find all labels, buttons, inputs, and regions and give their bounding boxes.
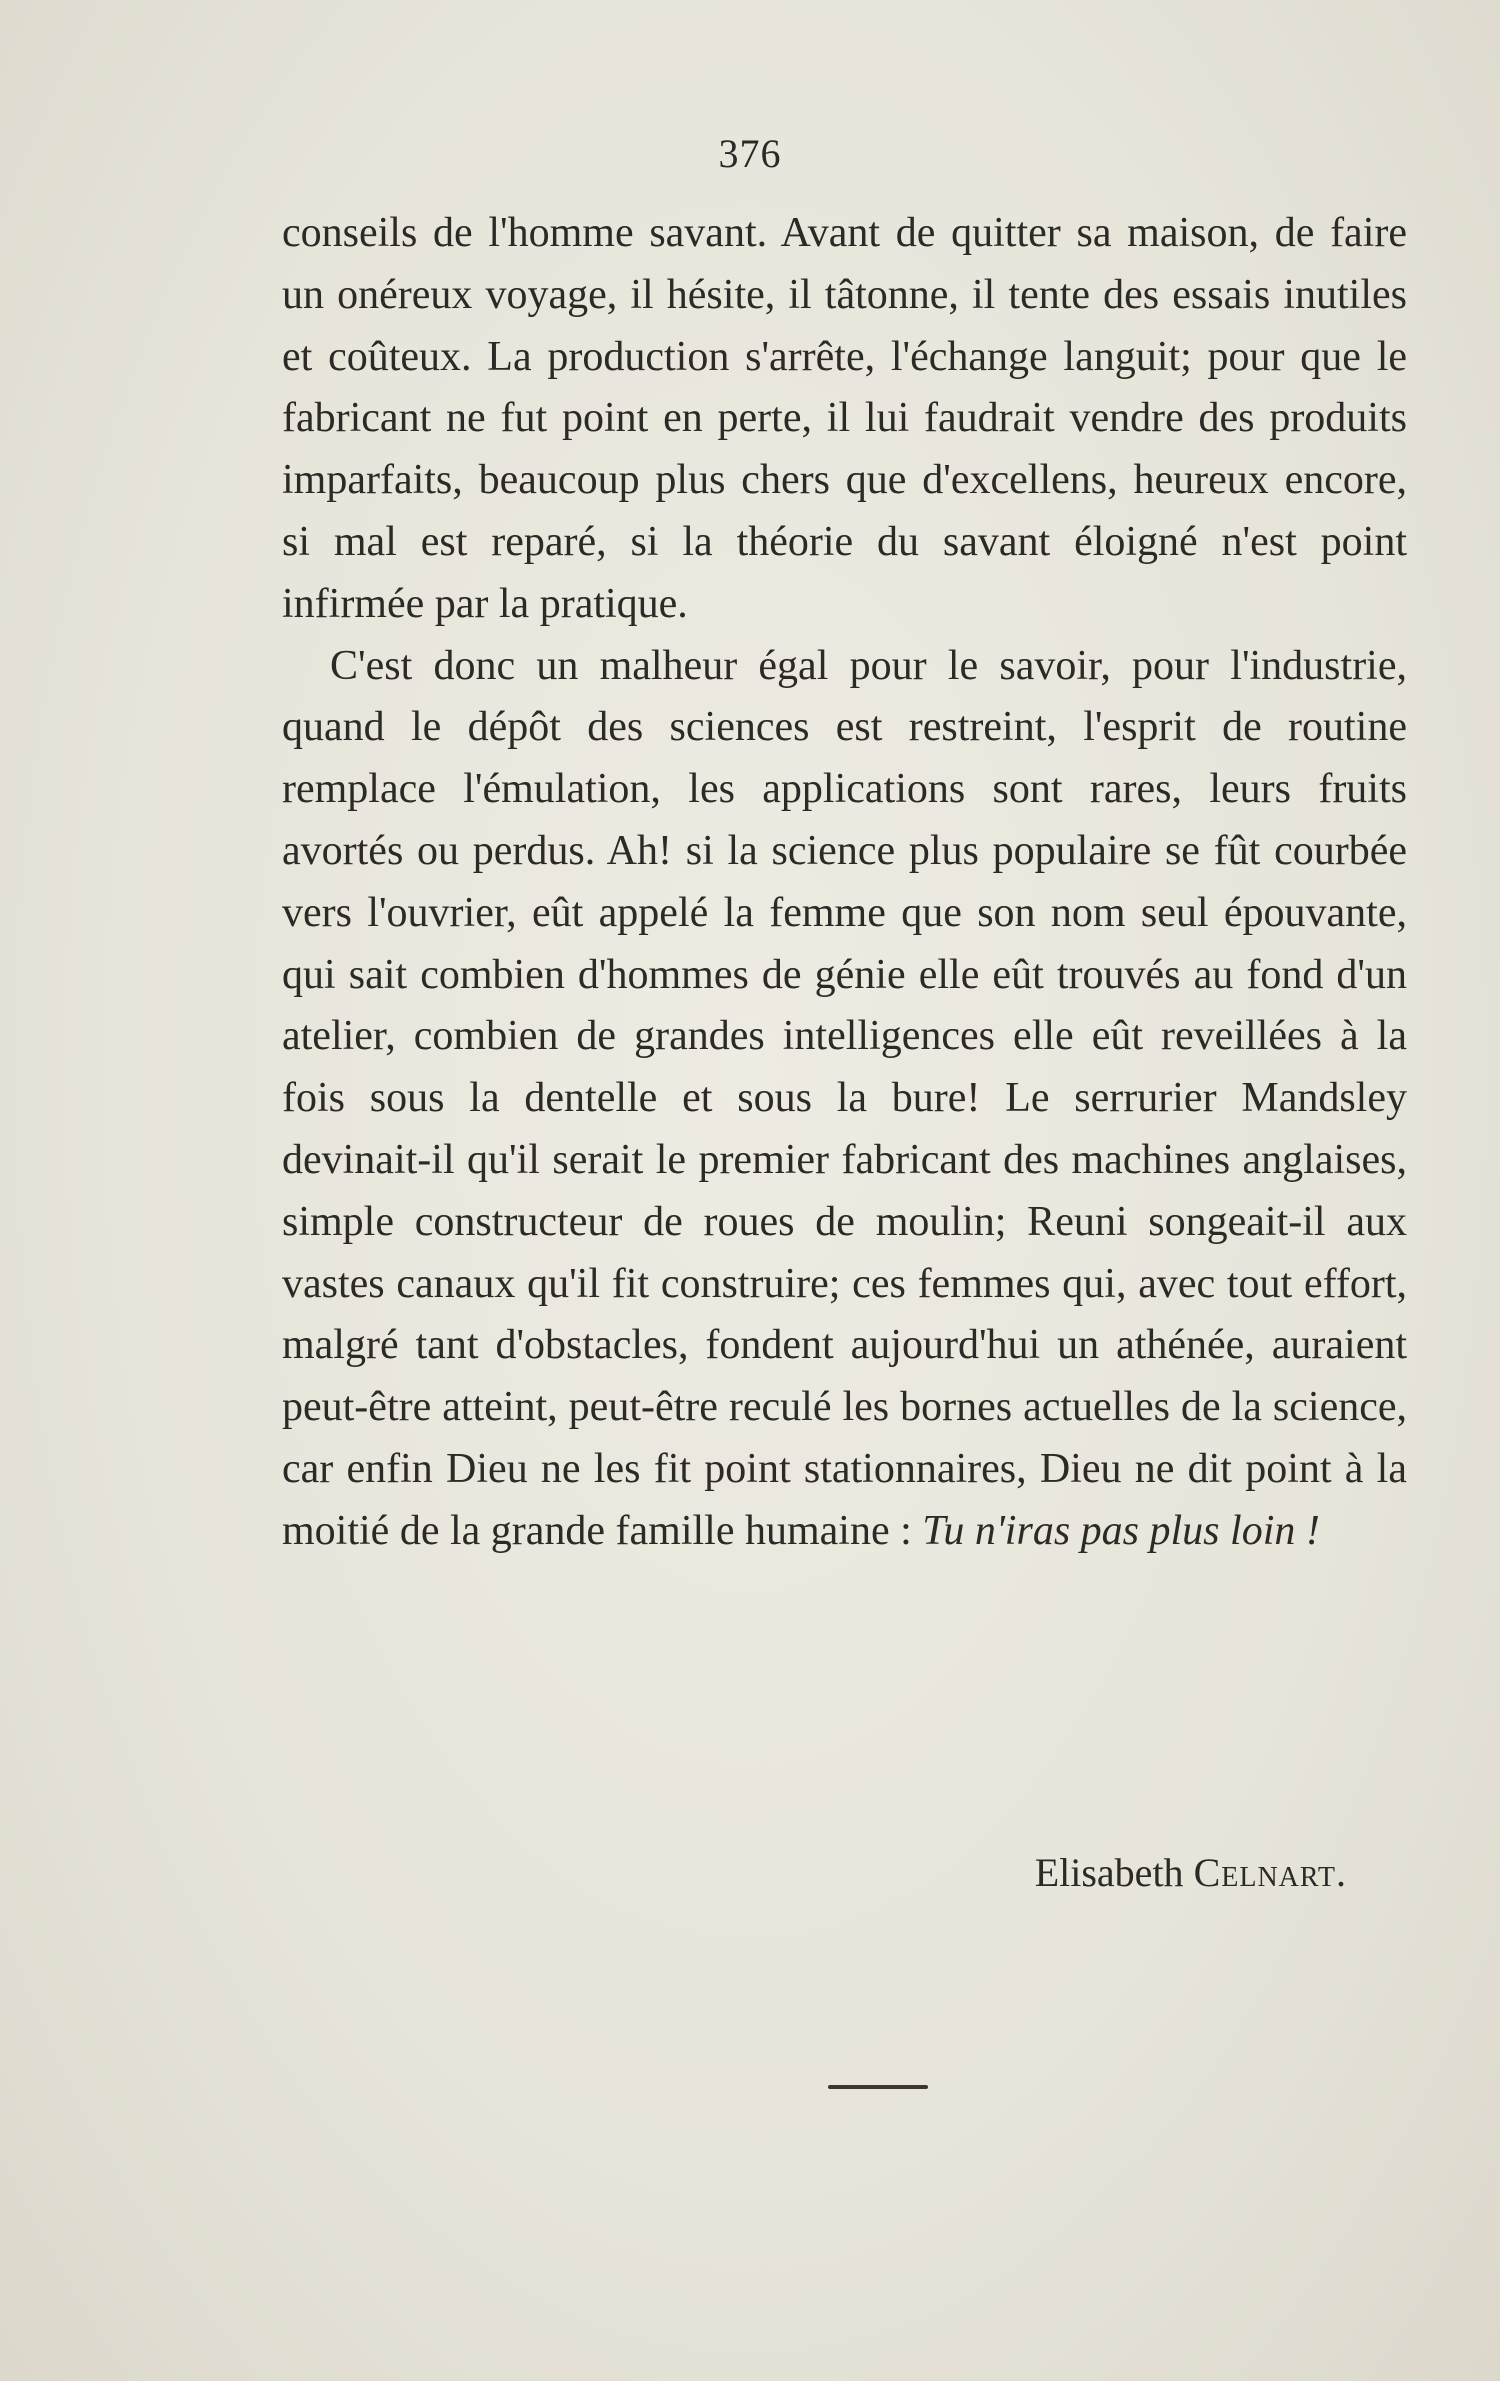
body-text xyxy=(282,203,1407,1563)
author-signature xyxy=(1035,1843,1347,1903)
signature-first-name: Elisabeth xyxy=(1034,1850,1184,1895)
section-end-rule xyxy=(828,2085,928,2089)
paragraph-1: conseils de l'homme savant. Avant de quitter sa maison, de faire un onéreux voyage, il hésite, il tâtonne, il tente des essais inutiles et coûteux. La production s'arrête, l'échange languit; pour que le fabricant ne fut point en perte, il lui faudrait vendre des produits imparfaits, beaucoup plus chers que d'excellens, heureux encore, si mal est reparé, si la théorie du savant éloigné n'est point infirmée par la pratique. xyxy=(282,210,1407,627)
page-number: 376 xyxy=(718,131,782,176)
paragraph-2-italic-quote: Tu n'iras pas plus loin ! xyxy=(922,1507,1320,1554)
paragraph-2 xyxy=(282,636,1407,1563)
signature-last-name: Celnart. xyxy=(1193,1850,1347,1895)
paragraph-2-text: C'est donc un malheur égal pour le savoir, pour l'industrie, quand le dépôt des sciences est restreint, l'esprit de routine remplace l'émulation, les applications sont rares, leurs fruits avortés ou perdus. Ah! si la science plus populaire se fût courbée vers l'ouvrier, eût appelé la femme que son nom seul épouvante, qui sait combien d'hommes de génie elle eût trouvés au fond d'un atelier, combien de grandes intelligences elle eût reveillées à la fois sous la dentelle et sous la bure! Le serrurier Mandsley devinait-il qu'il serait le premier fabricant des machines anglaises, simple constructeur de roues de moulin; Reuni songeait-il aux vastes canaux qu'il fit construire; ces femmes qui, avec tout effort, malgré tant d'obstacles, fondent aujourd'hui un athénée, auraient peut-être atteint, peut-être reculé les bornes actuelles de la science, car enfin Dieu ne les fit point stationnaires, Dieu ne dit point à la moitié de la grande famille humaine : xyxy=(282,642,1407,1554)
